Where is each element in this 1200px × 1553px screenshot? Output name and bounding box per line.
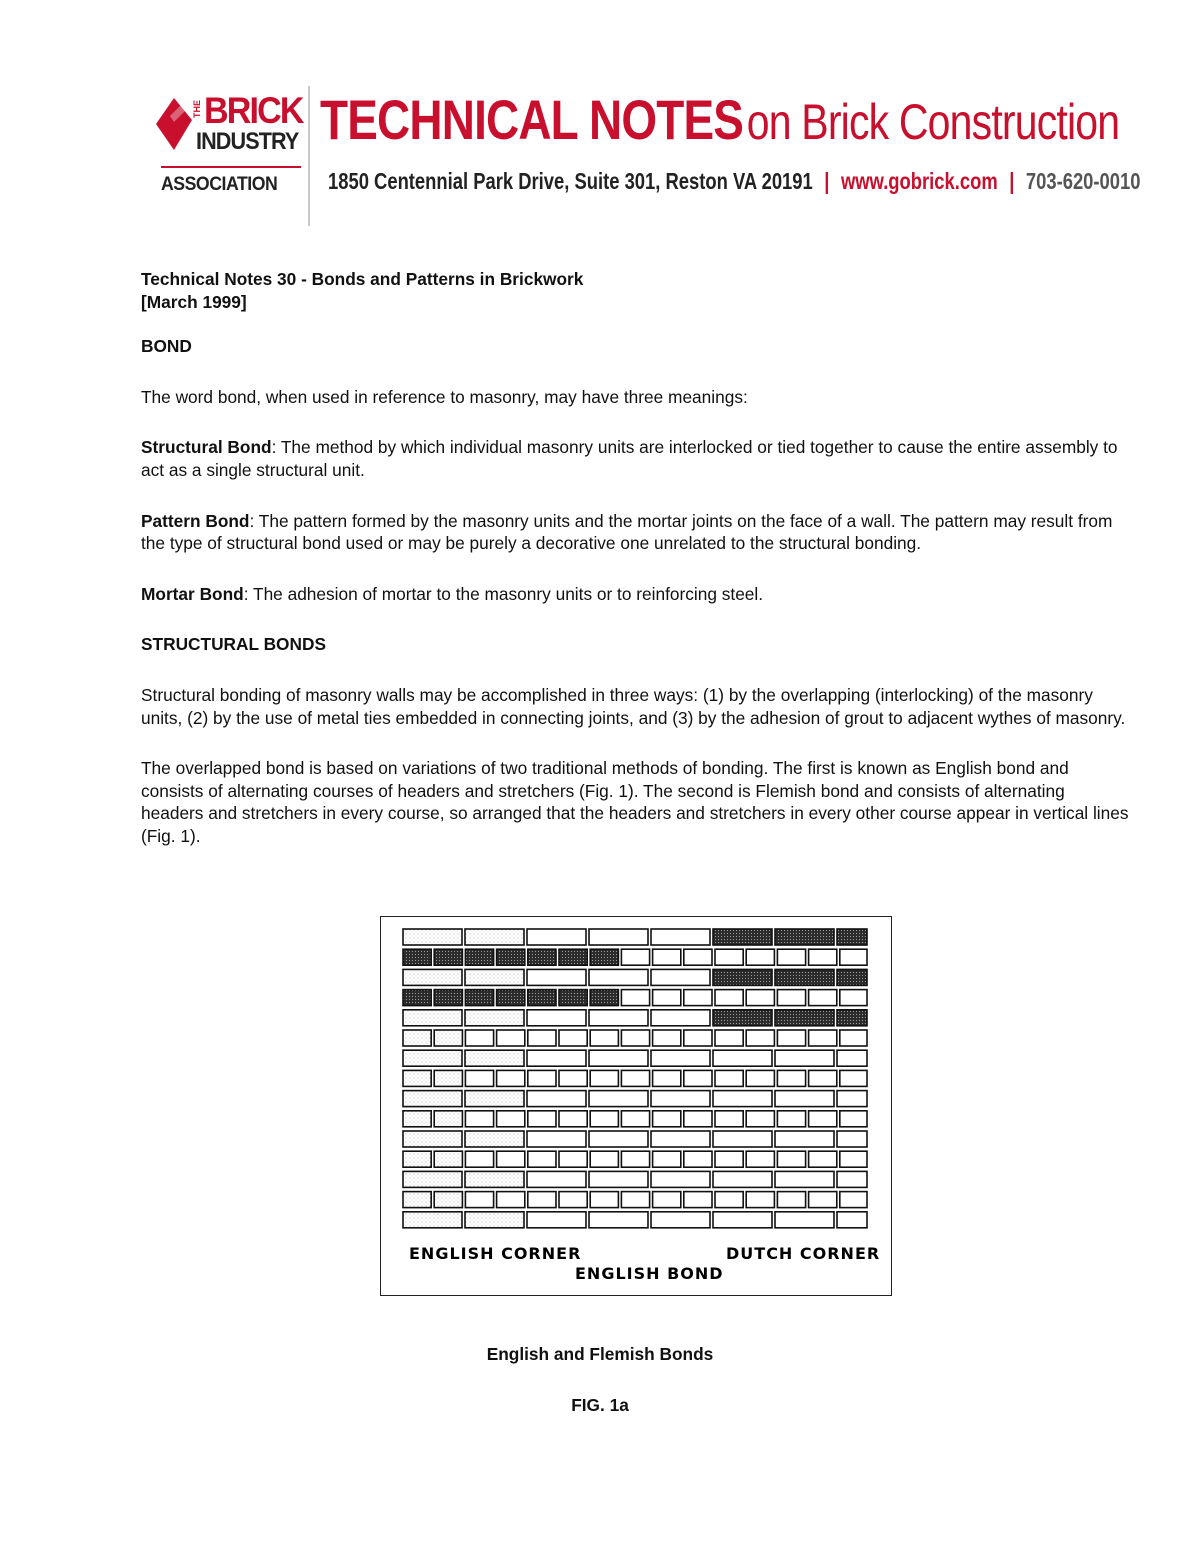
stretcher-brick xyxy=(713,1091,772,1107)
header-brick xyxy=(840,1151,867,1167)
label-english-corner: ENGLISH CORNER xyxy=(409,1244,582,1263)
header-brick xyxy=(777,949,805,965)
stretcher-brick xyxy=(837,1212,867,1228)
header-brick xyxy=(528,1151,556,1167)
document-date: [March 1999] xyxy=(141,291,247,312)
header-brick xyxy=(434,949,462,965)
header-brick xyxy=(403,1030,431,1046)
header-brick xyxy=(528,1111,556,1127)
header-brick xyxy=(559,1111,587,1127)
structural-bonding-paragraph: Structural bonding of masonry walls may be accomplished in three ways: (1) by the overlapping (interlocking) of the masonry units, (2) by the use of metal ties embedded in connecting joints, and (3) by the adhesion of grout to adjacent wythes of masonry. xyxy=(141,684,1126,728)
header-brick xyxy=(528,990,556,1006)
stretcher-brick xyxy=(403,1171,462,1187)
stretcher-brick xyxy=(775,969,834,985)
header-brick xyxy=(559,1151,587,1167)
header-brick xyxy=(715,1030,743,1046)
header-brick xyxy=(497,1192,525,1208)
header-brick xyxy=(653,1070,681,1086)
stretcher-brick xyxy=(775,1171,834,1187)
header-brick xyxy=(497,949,525,965)
header-brick xyxy=(809,1030,837,1046)
mortar-bond-definition xyxy=(141,583,1131,606)
english-bond-figure xyxy=(380,916,892,1296)
header-brick xyxy=(809,990,837,1006)
contact-line xyxy=(328,170,1140,193)
header-brick xyxy=(465,1030,493,1046)
logo-the: THE xyxy=(192,100,202,118)
header-brick xyxy=(590,990,618,1006)
stretcher-brick xyxy=(589,1171,648,1187)
stretcher-brick xyxy=(589,1131,648,1147)
stretcher-brick xyxy=(713,1131,772,1147)
stretcher-brick xyxy=(837,1050,867,1066)
stretcher-brick xyxy=(403,929,462,945)
header-brick xyxy=(777,1151,805,1167)
stretcher-brick xyxy=(403,1091,462,1107)
pattern-bond-definition xyxy=(141,510,1131,555)
header-brick xyxy=(715,1070,743,1086)
header-brick xyxy=(621,1151,649,1167)
header-brick xyxy=(590,1111,618,1127)
header-brick xyxy=(497,1111,525,1127)
header-brick xyxy=(684,990,712,1006)
text-structural-bond: : The method by which individual masonry units are interlocked or tied together to cause the entire assembly to act as a single structural unit. xyxy=(141,437,1118,480)
label-dutch-corner: DUTCH CORNER xyxy=(726,1244,881,1263)
header-brick xyxy=(465,990,493,1006)
stretcher-brick xyxy=(465,1050,524,1066)
header-brick xyxy=(559,1192,587,1208)
stretcher-brick xyxy=(651,1171,710,1187)
stretcher-brick xyxy=(775,1050,834,1066)
stretcher-brick xyxy=(837,1171,867,1187)
structural-bond-definition xyxy=(141,436,1131,481)
stretcher-brick xyxy=(837,929,867,945)
header-brick xyxy=(809,1070,837,1086)
header-brick xyxy=(528,949,556,965)
logo-association: ASSOCIATION xyxy=(161,174,278,195)
header-brick xyxy=(590,1030,618,1046)
header-brick xyxy=(777,990,805,1006)
stretcher-brick xyxy=(775,1131,834,1147)
title-sub: on Brick Construction xyxy=(746,94,1120,150)
header-brick xyxy=(497,1070,525,1086)
stretcher-brick xyxy=(775,1212,834,1228)
letterhead xyxy=(152,86,1141,226)
stretcher-brick xyxy=(527,1010,586,1026)
stretcher-brick xyxy=(465,1171,524,1187)
header-brick xyxy=(715,1192,743,1208)
stretcher-brick xyxy=(837,1091,867,1107)
title-main: TECHNICAL NOTES xyxy=(320,88,744,151)
header-brick xyxy=(746,1192,774,1208)
header-brick xyxy=(746,1070,774,1086)
stretcher-brick xyxy=(651,1212,710,1228)
stretcher-brick xyxy=(589,969,648,985)
header-brick xyxy=(840,1030,867,1046)
header-brick xyxy=(653,1192,681,1208)
bia-logo xyxy=(152,86,304,204)
header-brick xyxy=(777,1030,805,1046)
header-brick xyxy=(684,1151,712,1167)
header-brick xyxy=(465,949,493,965)
stretcher-brick xyxy=(589,1050,648,1066)
stretcher-brick xyxy=(837,1010,867,1026)
header-brick xyxy=(497,1030,525,1046)
stretcher-brick xyxy=(527,1131,586,1147)
label-english-bond: ENGLISH BOND xyxy=(575,1264,724,1283)
header-brick xyxy=(715,949,743,965)
header-brick xyxy=(434,990,462,1006)
header-brick xyxy=(840,1070,867,1086)
header-brick xyxy=(653,1111,681,1127)
stretcher-brick xyxy=(713,969,772,985)
header-brick xyxy=(528,1030,556,1046)
stretcher-brick xyxy=(527,1212,586,1228)
stretcher-brick xyxy=(403,1050,462,1066)
header-brick xyxy=(684,1030,712,1046)
header-brick xyxy=(465,1151,493,1167)
stretcher-brick xyxy=(403,1131,462,1147)
header-brick xyxy=(403,1192,431,1208)
stretcher-brick xyxy=(527,969,586,985)
publication-title xyxy=(320,88,1120,151)
stretcher-brick xyxy=(465,969,524,985)
address: 1850 Centennial Park Drive, Suite 301, Reston VA 20191 xyxy=(328,168,813,194)
stretcher-brick xyxy=(775,1091,834,1107)
header-brick xyxy=(621,1030,649,1046)
header-brick xyxy=(434,1111,462,1127)
header-brick xyxy=(653,1030,681,1046)
document-body xyxy=(141,268,1131,848)
stretcher-brick xyxy=(403,1010,462,1026)
header-brick xyxy=(746,1151,774,1167)
header-brick xyxy=(528,1192,556,1208)
header-brick xyxy=(715,990,743,1006)
header-brick xyxy=(403,1111,431,1127)
header-brick xyxy=(715,1151,743,1167)
header-brick xyxy=(777,1111,805,1127)
header-brick xyxy=(434,1151,462,1167)
stretcher-brick xyxy=(465,1131,524,1147)
stretcher-brick xyxy=(465,1091,524,1107)
stretcher-brick xyxy=(713,1171,772,1187)
stretcher-brick xyxy=(527,1171,586,1187)
section-heading-bond: BOND xyxy=(141,336,192,357)
header-brick xyxy=(684,949,712,965)
header-brick xyxy=(497,990,525,1006)
logo-brick: BRICK xyxy=(204,90,303,131)
stretcher-brick xyxy=(589,1212,648,1228)
text-mortar-bond: : The adhesion of mortar to the masonry units or to reinforcing steel. xyxy=(243,583,764,604)
header-brick xyxy=(559,1030,587,1046)
term-pattern-bond: Pattern Bond xyxy=(141,510,250,531)
stretcher-brick xyxy=(651,969,710,985)
stretcher-brick xyxy=(589,1010,648,1026)
header-brick xyxy=(403,1151,431,1167)
header-brick xyxy=(434,1070,462,1086)
website-link[interactable]: www.gobrick.com xyxy=(840,168,998,194)
stretcher-brick xyxy=(837,969,867,985)
header-brick xyxy=(653,1151,681,1167)
header-brick xyxy=(746,1111,774,1127)
header-brick xyxy=(777,1070,805,1086)
header-brick xyxy=(684,1070,712,1086)
term-structural-bond: Structural Bond xyxy=(141,437,272,458)
stretcher-brick xyxy=(713,1212,772,1228)
stretcher-brick xyxy=(465,929,524,945)
header-brick xyxy=(684,1111,712,1127)
stretcher-brick xyxy=(527,1050,586,1066)
figure-caption: English and Flemish Bonds xyxy=(486,1344,714,1365)
header-brick xyxy=(528,1070,556,1086)
stretcher-brick xyxy=(651,1091,710,1107)
header-brick xyxy=(621,990,649,1006)
header-brick xyxy=(777,1192,805,1208)
header-brick xyxy=(621,1192,649,1208)
overlapped-bond-paragraph: The overlapped bond is based on variations of two traditional methods of bonding. The first is known as English bond and consists of alternating courses of headers and stretchers (Fig. 1). The second is Flemish bond and consists of alternating headers and stretchers in every course, so arranged that the headers and stretchers in every other course appear in vertical lines (Fig. 1). xyxy=(141,758,1129,846)
header-brick xyxy=(434,1192,462,1208)
stretcher-brick xyxy=(465,1212,524,1228)
header-brick xyxy=(746,1030,774,1046)
header-brick xyxy=(559,949,587,965)
header-brick xyxy=(590,1151,618,1167)
header-brick xyxy=(809,1111,837,1127)
header-brick xyxy=(559,990,587,1006)
header-brick xyxy=(684,1192,712,1208)
stretcher-brick xyxy=(651,929,710,945)
header-brick xyxy=(746,949,774,965)
stretcher-brick xyxy=(713,929,772,945)
stretcher-brick xyxy=(403,969,462,985)
stretcher-brick xyxy=(465,1010,524,1026)
separator-2: | xyxy=(1009,168,1015,194)
header-brick xyxy=(746,990,774,1006)
logo-rule xyxy=(161,166,301,168)
stretcher-brick xyxy=(775,929,834,945)
header-brick xyxy=(840,1192,867,1208)
header-brick xyxy=(403,990,431,1006)
separator-1: | xyxy=(824,168,830,194)
header-brick xyxy=(715,1111,743,1127)
header-brick xyxy=(559,1070,587,1086)
header-brick xyxy=(809,1192,837,1208)
stretcher-brick xyxy=(713,1010,772,1026)
stretcher-brick xyxy=(775,1010,834,1026)
document-title: Technical Notes 30 - Bonds and Patterns in Brickwork xyxy=(141,269,584,289)
stretcher-brick xyxy=(403,1212,462,1228)
header-brick xyxy=(497,1151,525,1167)
stretcher-brick xyxy=(651,1010,710,1026)
header-brick xyxy=(840,990,867,1006)
text-pattern-bond: : The pattern formed by the masonry units and the mortar joints on the face of a wall. The pattern may result from the type of structural bond used or may be purely a decorative one unrelated to the structural bonding. xyxy=(141,510,1113,554)
logo-industry: INDUSTRY xyxy=(196,128,299,155)
header-brick xyxy=(403,1070,431,1086)
header-brick xyxy=(465,1070,493,1086)
header-brick xyxy=(403,949,431,965)
stretcher-brick xyxy=(713,1050,772,1066)
phone-number: 703-620-0010 xyxy=(1025,168,1141,194)
header-brick xyxy=(809,949,837,965)
header-brick xyxy=(590,1070,618,1086)
header-brick xyxy=(840,949,867,965)
header-brick xyxy=(621,1111,649,1127)
stretcher-brick xyxy=(651,1050,710,1066)
header-brick xyxy=(653,990,681,1006)
stretcher-brick xyxy=(589,1091,648,1107)
figure-number: FIG. 1a xyxy=(571,1395,629,1416)
header-brick xyxy=(465,1111,493,1127)
stretcher-brick xyxy=(527,929,586,945)
header-brick xyxy=(653,949,681,965)
header-brick xyxy=(590,949,618,965)
header-brick xyxy=(621,949,649,965)
stretcher-brick xyxy=(527,1091,586,1107)
intro-paragraph: The word bond, when used in reference to masonry, may have three meanings: xyxy=(141,386,748,407)
header-brick xyxy=(465,1192,493,1208)
stretcher-brick xyxy=(837,1131,867,1147)
brick-wall-illustration xyxy=(381,917,891,1295)
header-brick xyxy=(840,1111,867,1127)
stretcher-brick xyxy=(651,1131,710,1147)
header-divider xyxy=(308,86,310,226)
header-brick xyxy=(621,1070,649,1086)
term-mortar-bond: Mortar Bond xyxy=(141,583,244,604)
stretcher-brick xyxy=(589,929,648,945)
header-brick xyxy=(434,1030,462,1046)
header-brick xyxy=(590,1192,618,1208)
section-heading-structural-bonds: STRUCTURAL BONDS xyxy=(141,634,326,655)
header-brick xyxy=(809,1151,837,1167)
